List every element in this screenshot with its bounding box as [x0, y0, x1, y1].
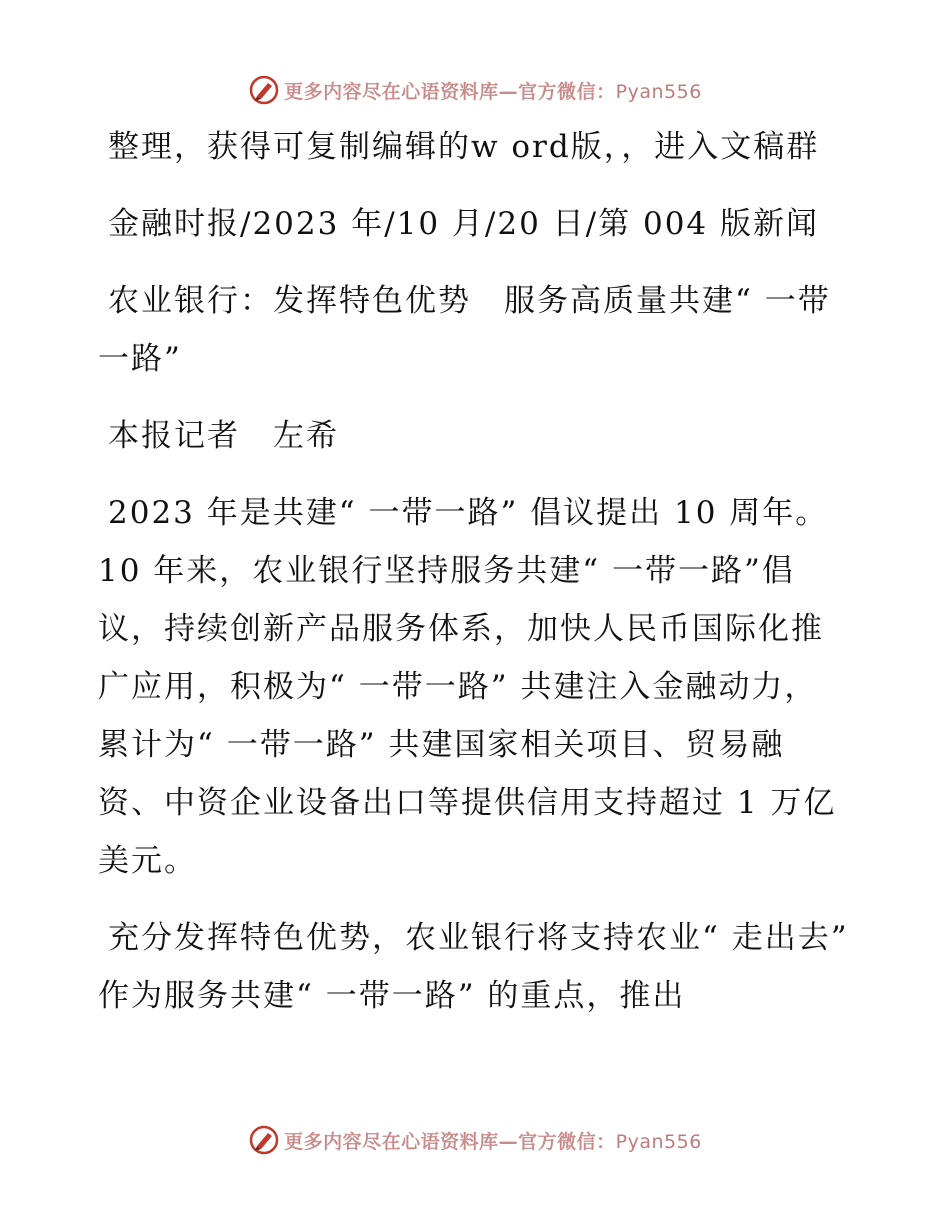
intro-paragraph: 整理，获得可复制编辑的w ord版，，进入文稿群 — [108, 129, 820, 165]
watermark-wechat-id: Pyan556 — [615, 1130, 702, 1153]
body-paragraph: 2023 年是共建“ 一带一路” 倡议提出 10 周年。10 年来，农业银行坚持服务共建“ 一带一路”倡议，持续创新产品服务体系，加快人民币国际化推广应用，积极为“ 一带一路” 共建注入金融动力，累计为“ 一带一路” 共建国家相关项目、贸易融资、中资企业设备出口等提供信用支持超过 1 万亿美元。 — [98, 495, 837, 879]
watermark-text — [284, 1127, 702, 1154]
watermark-wechat-id: Pyan556 — [615, 80, 702, 103]
watermark-header — [0, 70, 950, 110]
article-title: 农业银行：发挥特色优势 服务高质量共建“ 一带一路” — [98, 283, 831, 377]
body-paragraph: 充分发挥特色优势，农业银行将支持农业“ 走出去” 作为服务共建“ 一带一路” 的重点，推出 — [98, 920, 861, 1014]
pen-logo-icon — [248, 74, 280, 106]
byline: 本报记者 左希 — [108, 418, 339, 454]
watermark-text — [284, 77, 702, 104]
article-body — [98, 118, 861, 1044]
watermark-site-text: 更多内容尽在心语资料库—官方微信： — [284, 80, 616, 103]
watermark-footer — [0, 1120, 950, 1160]
source-line: 金融时报/2023 年/10 月/20 日/第 004 版新闻 — [108, 206, 820, 242]
pen-logo-icon — [248, 1124, 280, 1156]
watermark-site-text: 更多内容尽在心语资料库—官方微信： — [284, 1130, 616, 1153]
